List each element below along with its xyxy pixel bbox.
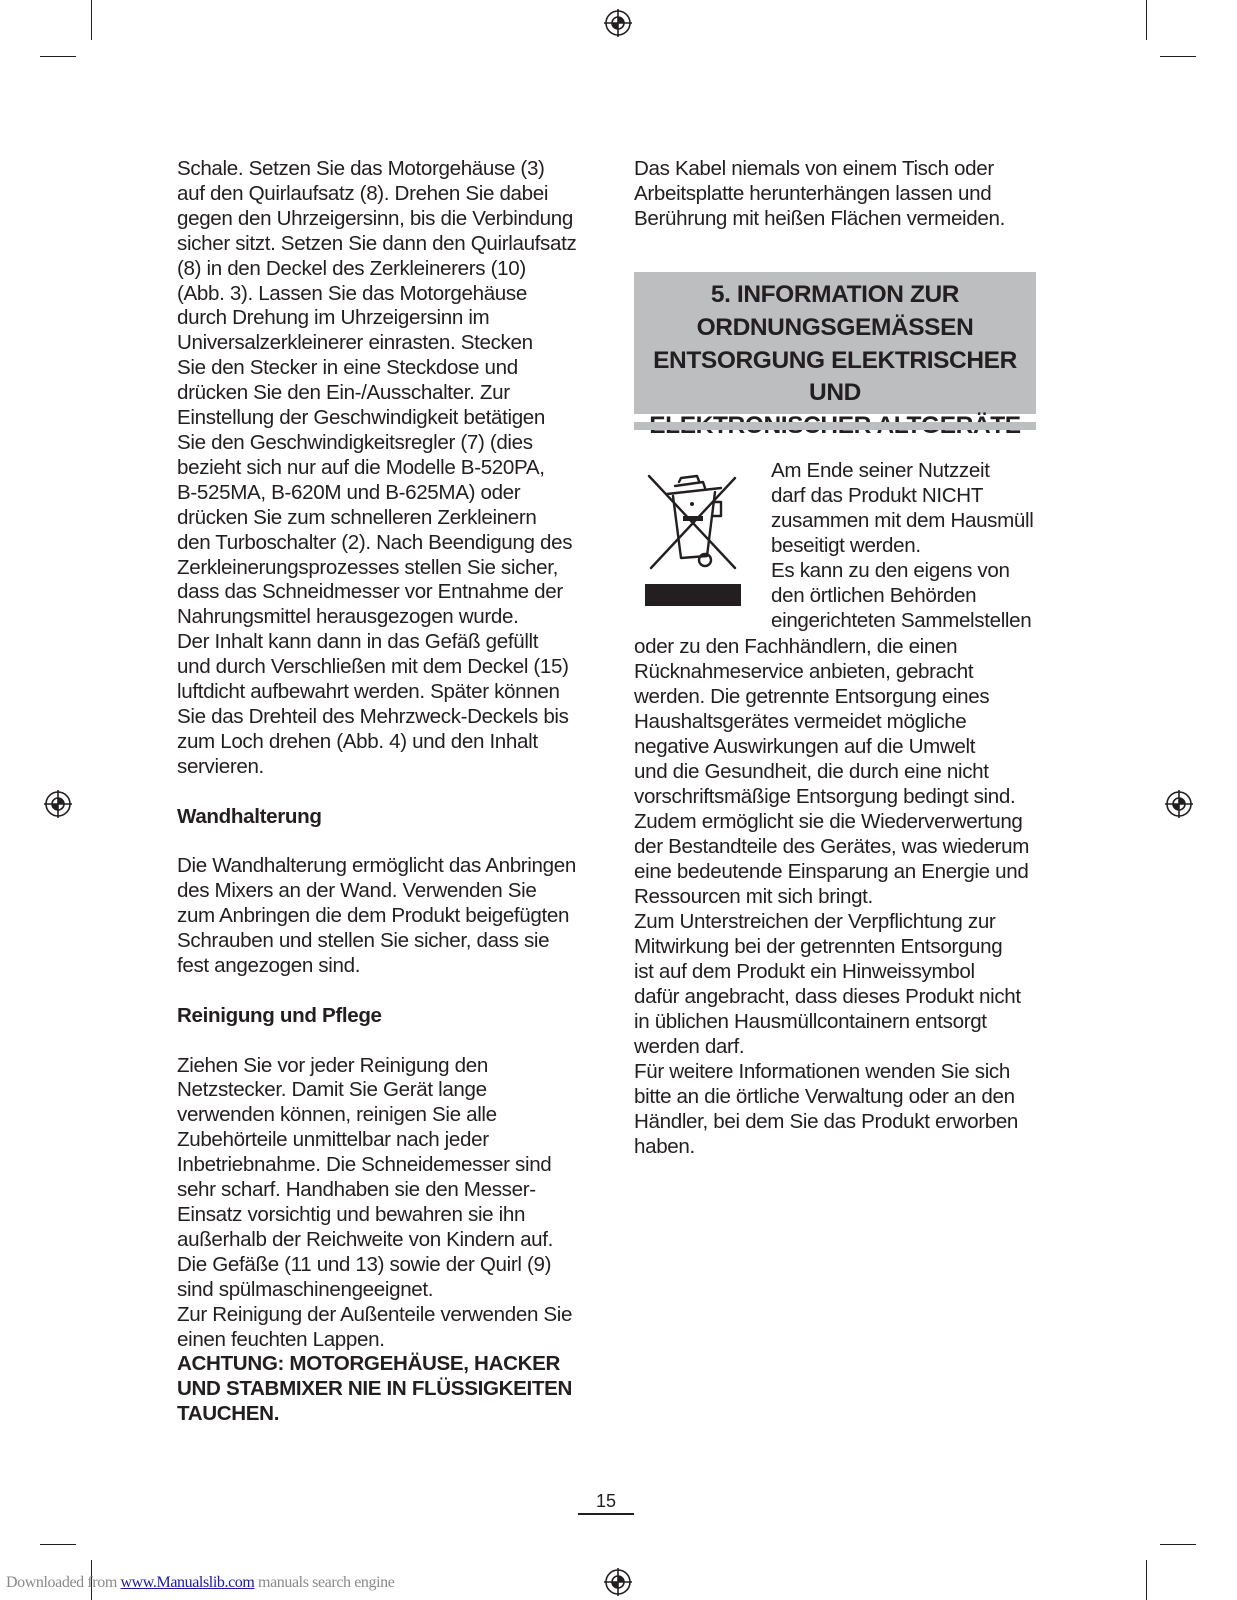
footer-suffix: manuals search engine <box>254 1574 395 1591</box>
page-number-underline <box>578 1513 634 1515</box>
left-column <box>177 157 597 1427</box>
registration-mark-icon <box>604 9 632 37</box>
crop-mark-top-left-vertical <box>91 0 92 40</box>
crop-mark-top-right-horizontal <box>1160 56 1196 57</box>
wall-mount-heading: Wandhalterung <box>177 804 322 828</box>
cleaning-paragraph: Ziehen Sie vor jeder Reinigung den Netzstecker. Damit Sie Gerät lange verwenden können, reinigen Sie alle Zubehörteile unmittelbar nach jeder Inbetriebnahme. Die Schneidemesser sind sehr scharf. Handhaben sie den Messer- Einsatz vorsichtig und bewahren sie ihn außerhalb der Reichweite von Kindern auf. Die Gefäße (11 und 13) sowie der Quirl (9) sind spülmaschinengeeignet. Zur Reinigung der Außenteile verwenden Sie einen feuchten Lappen. <box>177 1053 573 1351</box>
section-title: 5. INFORMATION ZUR ORDNUNGSGEMÄSSEN ENTSORGUNG ELEKTRISCHER UND <box>634 272 1036 414</box>
weee-text-beside-icon: Am Ende seiner Nutzzeit darf das Produkt NICHT zusammen mit dem Hausmüll beseitigt werden. Es kann zu den eigens von den örtlichen Behörden eingerichteten Sammelstellen <box>771 459 1034 632</box>
assembly-paragraph: Schale. Setzen Sie das Motorgehäuse (3) auf den Quirlaufsatz (8). Drehen Sie dabei gegen den Uhrzeigersinn, bis die Verbindung sicher sitzt. Setzen Sie dann den Quirlaufsatz (8) in den Deckel des Zerkleinerers (10) (Abb. 3). Lassen Sie das Motorgehäuse durch Drehung im Uhrzeigersinn im Universalzerkleinerer einrasten. Stecken Sie den Stecker in eine Steckdose und drücken Sie den Ein-/Ausschalter. Zur Einstellung der Geschwindigkeit betätigen Sie den Geschwindigkeitsregler (7) (dies bezieht sich nur auf die Modelle B-520PA, B-525MA, B-620M und B-625MA) oder drücken Sie zum schnelleren Zerkleinern den Turboschalter (2). Nach Beendigung des Zerkleinerungsprozesses stellen Sie sicher, dass das Schneidmesser vor Entnahme der Nahrungsmittel herausgezogen wurde. Der Inhalt kann dann in das Gefäß gefüllt und durch Verschließen mit dem Deckel (15) luftdicht aufbewahrt werden. Später können Sie das Drehteil des Mehrzweck-Deckels bis zum Loch drehen (Abb. 4) und den Inhalt servieren. <box>177 157 577 778</box>
download-footer <box>6 1574 394 1592</box>
cable-safety-paragraph: Das Kabel niemals von einem Tisch oder Arbeitsplatte herunterhängen lassen und Berührung mit heißen Flächen vermeiden. <box>634 157 1005 230</box>
crop-mark-bottom-right-vertical <box>1146 1560 1147 1600</box>
crossed-out-wheelie-bin-icon <box>645 472 741 608</box>
cleaning-heading: Reinigung und Pflege <box>177 1003 382 1027</box>
footer-prefix: Downloaded from <box>6 1574 121 1591</box>
crop-mark-bottom-right-horizontal <box>1160 1544 1196 1545</box>
weee-text-continued <box>634 634 1044 1159</box>
right-column-intro <box>634 157 1044 232</box>
registration-mark-icon <box>1165 790 1193 818</box>
crop-mark-top-left-horizontal <box>40 56 76 57</box>
crop-mark-bottom-left-horizontal <box>40 1544 76 1545</box>
weee-paragraph: oder zu den Fachhändlern, die einen Rücknahmeservice anbieten, gebracht werden. Die getrennte Entsorgung eines Haushaltsgerätes vermeidet mögliche negative Auswirkungen auf die Umwelt und die Gesundheit, die durch eine nicht vorschriftsmäßige Entsorgung bedingt sind. Zudem ermöglicht sie die Wiederverwertung der Bestandteile des Gerätes, was wiederum eine bedeutende Einsparung an Energie und Ressourcen mit sich bringt. Zum Unterstreichen der Verpflichtung zur Mitwirkung bei der getrennten Entsorgung ist auf dem Produkt ein Hinweissymbol dafür angebracht, dass dieses Produkt nicht in üblichen Hausmüllcontainern entsorgt werden darf. Für weitere Informationen wenden Sie sich bitte an die örtliche Verwaltung oder an den Händler, bei dem Sie das Produkt erworben haben. <box>634 635 1030 1158</box>
registration-mark-icon <box>44 790 72 818</box>
crop-mark-top-right-vertical <box>1146 0 1147 40</box>
section-divider <box>634 422 1036 430</box>
page-number: 15 <box>595 1491 617 1511</box>
manualslib-link[interactable]: www.Manualslib.com <box>120 1574 255 1591</box>
registration-mark-icon <box>604 1568 632 1596</box>
wall-mount-paragraph: Die Wandhalterung ermöglicht das Anbringen des Mixers an der Wand. Verwenden Sie zum Anbringen die dem Produkt beigefügten Schrauben und stellen Sie sicher, dass sie fest angezogen sind. <box>177 854 576 977</box>
warning-text: ACHTUNG: MOTORGEHÄUSE, HACKER UND STABMIXER NIE IN FLÜSSIGKEITEN TAUCHEN. <box>177 1352 573 1426</box>
